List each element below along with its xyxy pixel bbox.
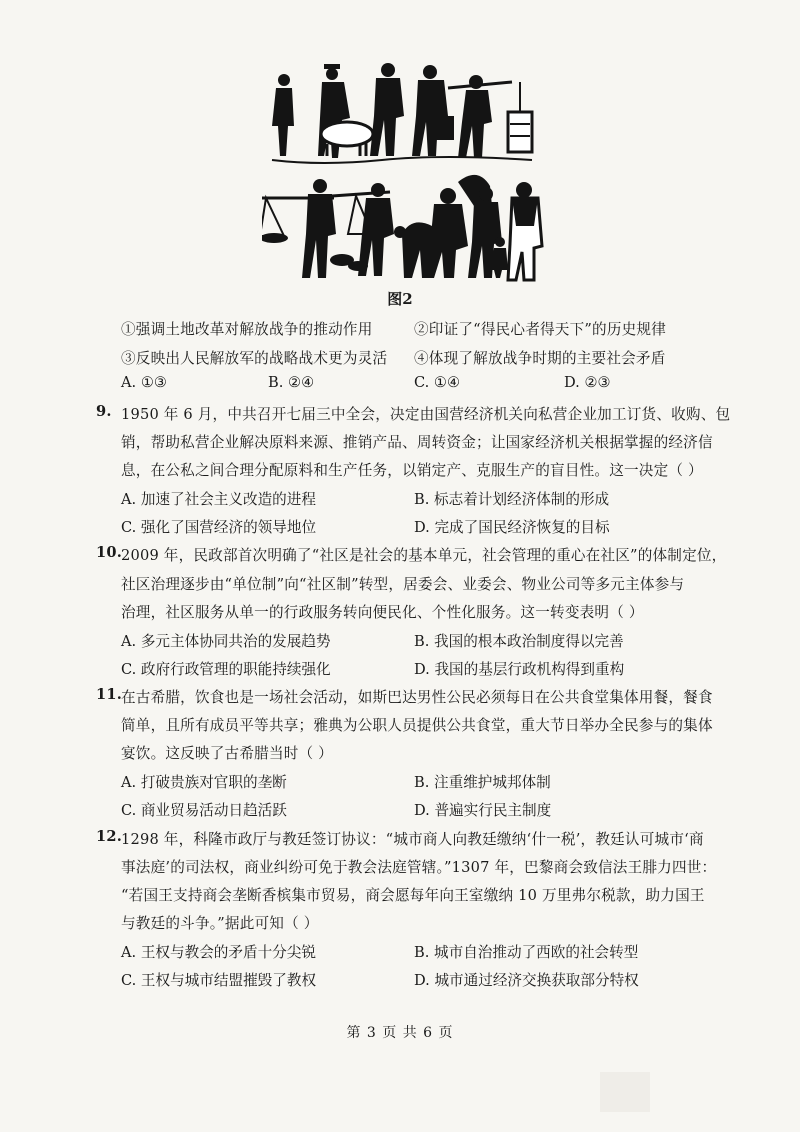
q9-line-3: 息，在公私之间合理分配原料和生产任务，以销定产、克服生产的盲目性。这一决定（ ） (121, 462, 703, 479)
q10-option-a[interactable]: A. 多元主体协同共治的发展趋势 (121, 633, 331, 650)
q9-option-c[interactable]: C. 强化了国营经济的领导地位 (121, 519, 317, 536)
q10-option-d[interactable]: D. 我国的基层行政机构得到重构 (414, 661, 625, 678)
q10-option-c[interactable]: C. 政府行政管理的职能持续强化 (121, 661, 331, 678)
q8-statement-1: ①强调土地改革对解放战争的推动作用 (121, 321, 373, 338)
q10-option-b[interactable]: B. 我国的根本政治制度得以完善 (414, 633, 624, 650)
q10-line-2: 社区治理逐步由“单位制”向“社区制”转型，居委会、业委会、物业公司等多元主体参与 (121, 576, 685, 593)
woodcut-illustration (262, 56, 552, 288)
q11-option-b[interactable]: B. 注重维护城邦体制 (414, 774, 551, 791)
q12-line-3: “若国王支持商会垄断香槟集市贸易，商会愿每年向王室缴纳 10 万里弗尔税款，助力国王 (121, 887, 705, 904)
q11-line-2: 简单，且所有成员平等共享；雅典为公职人员提供公共食堂，重大节日举办全民参与的集体 (121, 717, 713, 734)
q8-option-d[interactable]: D. ②③ (564, 374, 611, 391)
q8-option-b[interactable]: B. ②④ (268, 374, 315, 391)
page-number-footer: 第 3 页 共 6 页 (346, 1025, 454, 1041)
q9-option-a[interactable]: A. 加速了社会主义改造的进程 (121, 491, 316, 508)
woodcut-illustration-svg (262, 56, 552, 288)
q10-line-3: 治理，社区服务从单一的行政服务转向便民化、个性化服务。这一转变表明（ ） (121, 604, 644, 621)
q12-line-1: 1298 年，科隆市政厅与教廷签订协议：“城市商人向教廷缴纳‘什一税’，教廷认可城市‘商 (121, 831, 704, 848)
scan-smudge (600, 1072, 650, 1112)
q12-option-a[interactable]: A. 王权与教会的矛盾十分尖锐 (121, 944, 316, 961)
q11-number: 11. (96, 686, 122, 703)
q11-option-c[interactable]: C. 商业贸易活动日趋活跃 (121, 802, 287, 819)
q8-statement-4: ④体现了解放战争时期的主要社会矛盾 (414, 350, 666, 367)
q12-line-4: 与教廷的斗争。”据此可知（ ） (121, 915, 319, 932)
q12-number: 12. (96, 828, 122, 845)
q11-option-a[interactable]: A. 打破贵族对官职的垄断 (121, 774, 287, 791)
q8-option-c[interactable]: C. ①④ (414, 374, 461, 391)
q11-line-3: 宴饮。这反映了古希腊当时（ ） (121, 745, 333, 762)
q12-option-b[interactable]: B. 城市自治推动了西欧的社会转型 (414, 944, 639, 961)
q9-option-b[interactable]: B. 标志着计划经济体制的形成 (414, 491, 610, 508)
q9-number: 9. (96, 403, 112, 420)
q12-line-2: 事法庭’的司法权，商业纠纷可免于教会法庭管辖。”1307 年，巴黎商会致信法王腓力四世： (121, 859, 717, 876)
figure-caption: 图2 (387, 290, 413, 308)
q9-line-1: 1950 年 6 月，中共召开七届三中全会，决定由国营经济机关向私营企业加工订货、收购、包 (121, 406, 731, 423)
q10-number: 10. (96, 544, 122, 561)
q8-statement-3: ③反映出人民解放军的战略战术更为灵活 (121, 350, 388, 367)
q11-option-d[interactable]: D. 普遍实行民主制度 (414, 802, 552, 819)
q12-option-c[interactable]: C. 王权与城市结盟摧毁了教权 (121, 972, 317, 989)
q8-statement-2: ②印证了“得民心者得天下”的历史规律 (414, 321, 667, 338)
q10-line-1: 2009 年，民政部首次明确了“社区是社会的基本单元，社会管理的重心在社区”的体制定位， (121, 547, 727, 564)
q12-option-d[interactable]: D. 城市通过经济交换获取部分特权 (414, 972, 639, 989)
q8-option-a[interactable]: A. ①③ (121, 374, 167, 391)
q9-line-2: 销，帮助私营企业解决原料来源、推销产品、周转资金；让国家经济机关根据掌握的经济信 (121, 434, 713, 451)
q9-option-d[interactable]: D. 完成了国民经济恢复的目标 (414, 519, 610, 536)
q11-line-1: 在古希腊，饮食也是一场社会活动，如斯巴达男性公民必须每日在公共食堂集体用餐，餐食 (121, 689, 713, 706)
